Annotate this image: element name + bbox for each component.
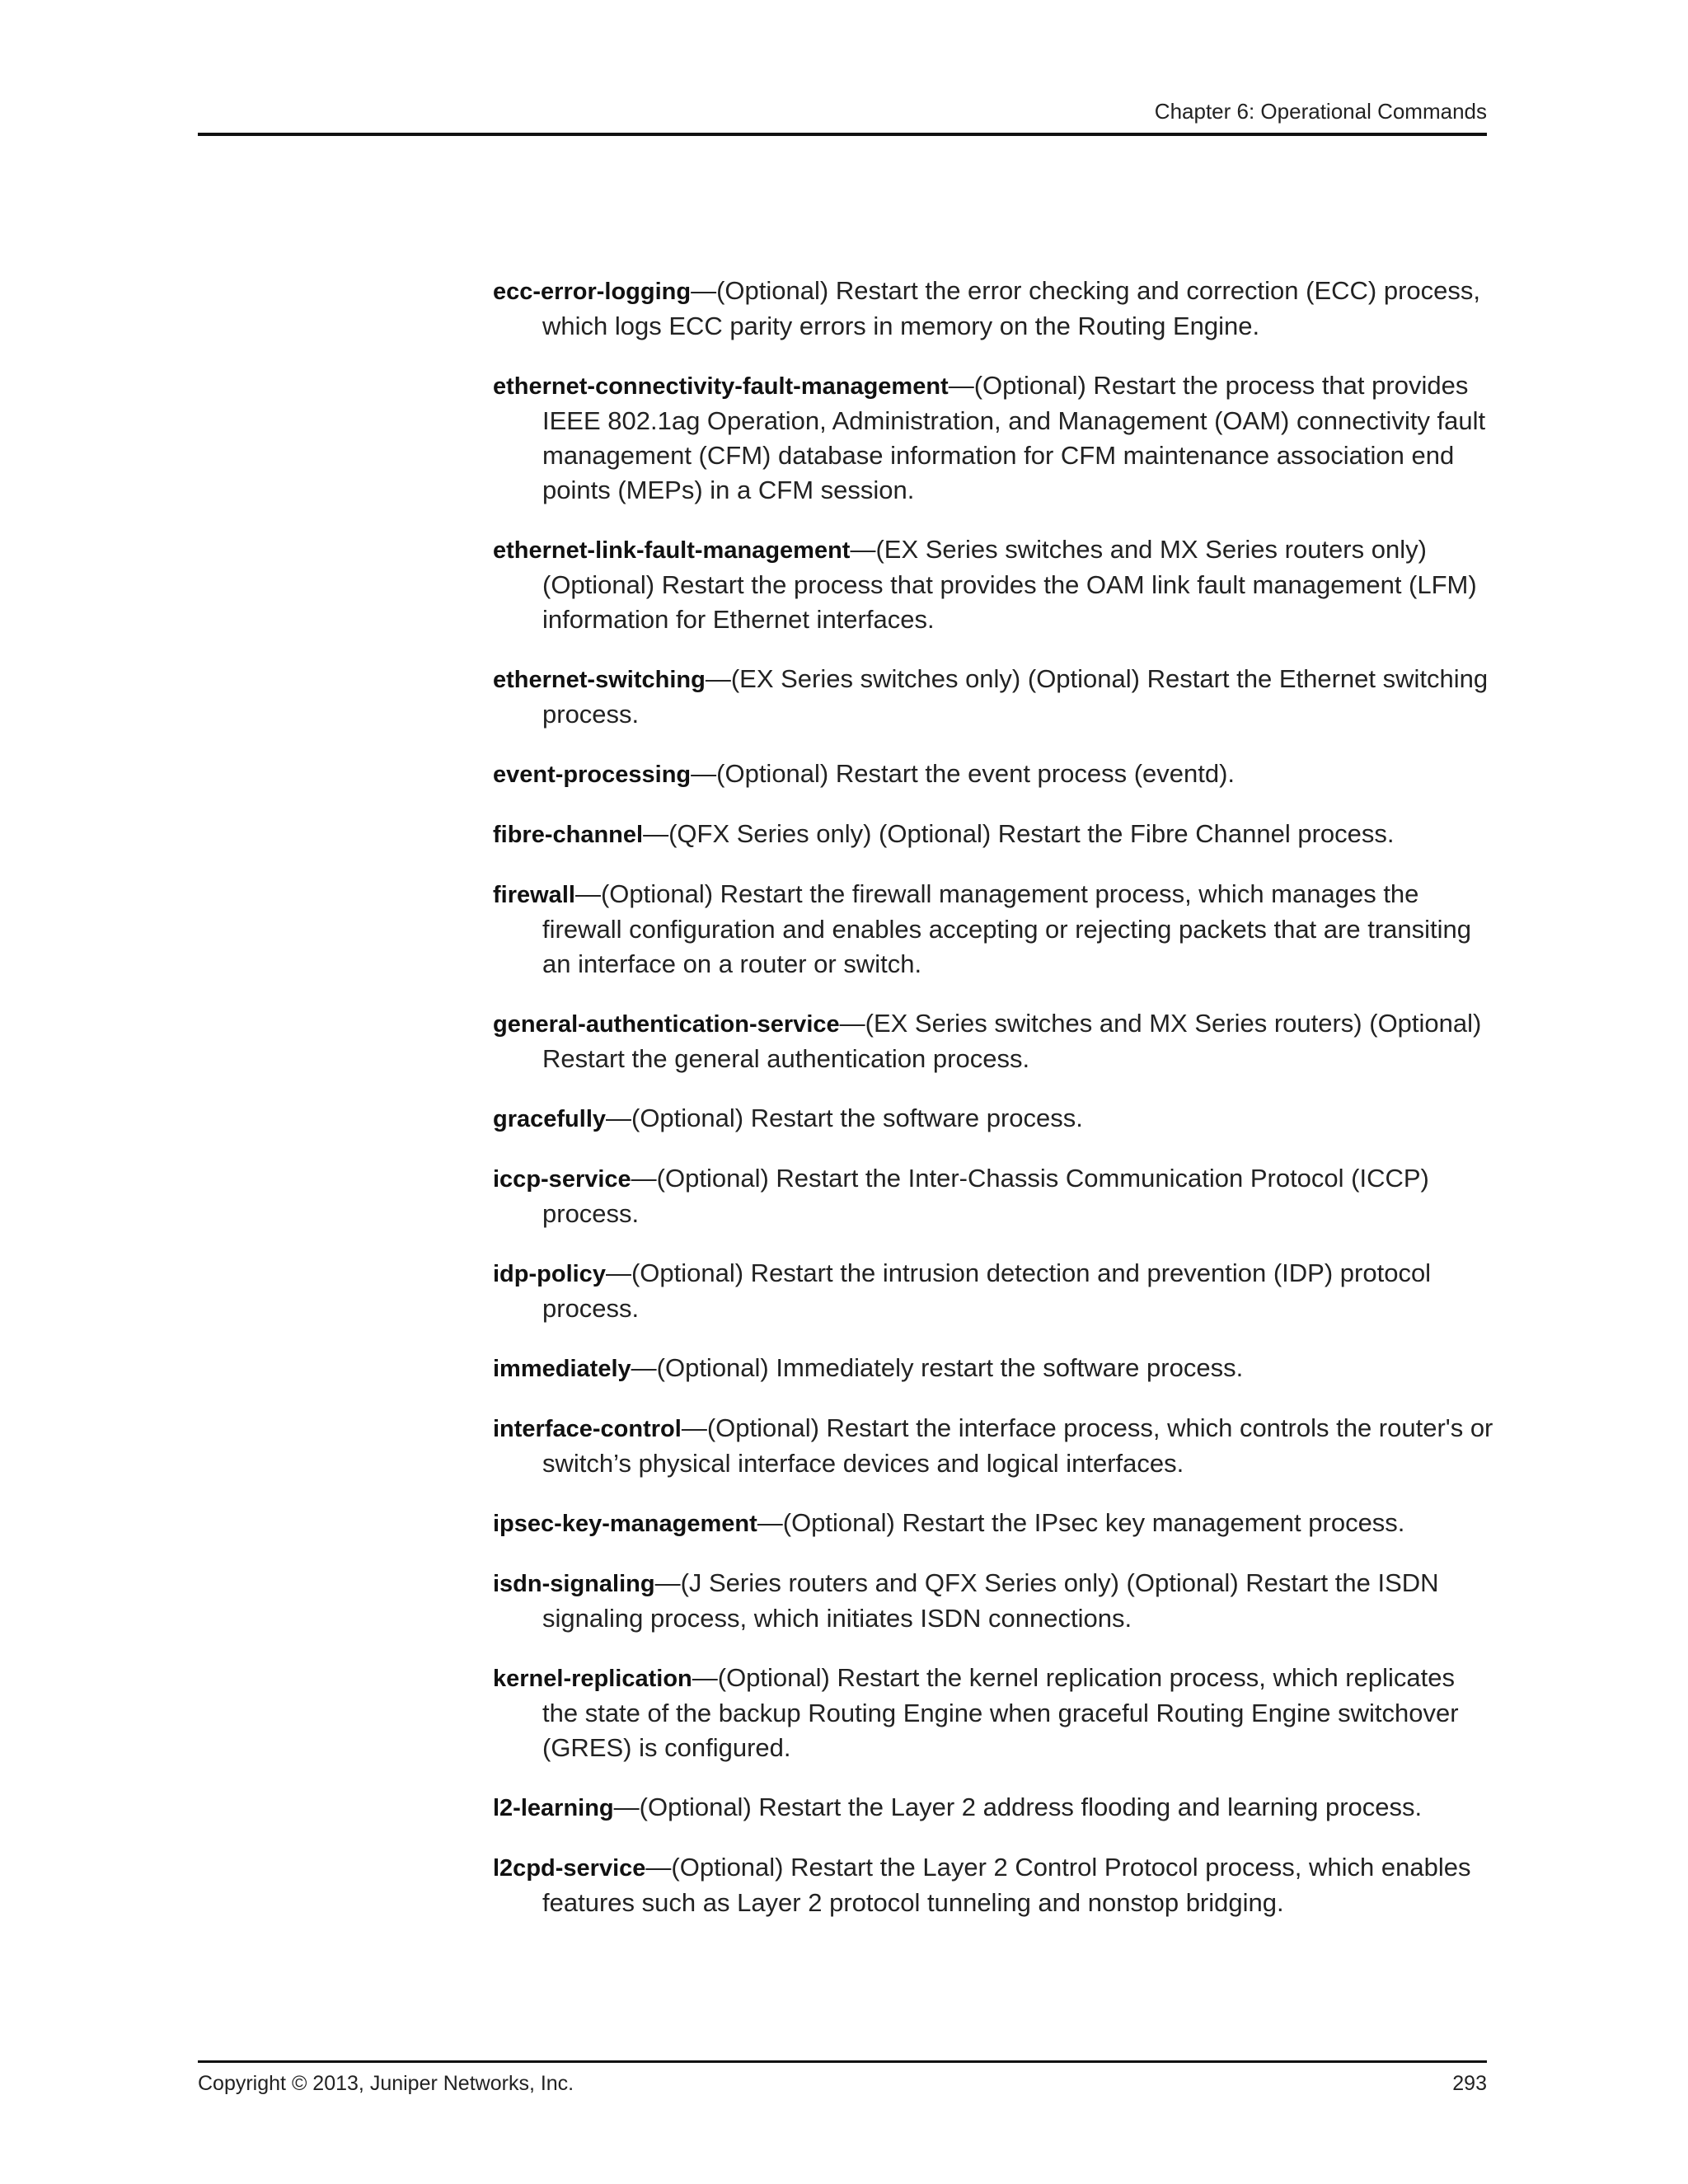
option-description: —(Optional) Restart the software process.	[606, 1104, 1083, 1132]
option-term: firewall	[493, 882, 575, 908]
option-description: —(Optional) Restart the event process (eventd).	[691, 759, 1236, 788]
option-description: —(Optional) Restart the IPsec key management process.	[757, 1508, 1405, 1537]
option-description: —(QFX Series only) (Optional) Restart the Fibre Channel process.	[643, 819, 1395, 848]
option-term: ipsec-key-management	[493, 1511, 757, 1537]
chapter-title: Chapter 6: Operational Commands	[1154, 99, 1487, 124]
page-number: 293	[1452, 2072, 1487, 2095]
option-term: interface-control	[493, 1416, 682, 1442]
option-description: —(Optional) Restart the kernel replication process, which replicates the state of the backup Routing Engine when graceful Routing Engine switchover (GRES) is configured.	[542, 1663, 1459, 1762]
footer-divider	[198, 2060, 1487, 2063]
option-entry	[493, 1790, 1495, 1825]
option-term: ecc-error-logging	[493, 279, 692, 305]
option-term: ethernet-connectivity-fault-management	[493, 373, 949, 400]
page-header	[198, 97, 1487, 137]
option-term: ethernet-link-fault-management	[493, 537, 851, 564]
option-entry	[493, 1351, 1495, 1386]
option-description: —(Optional) Restart the Inter-Chassis Communication Protocol (ICCP) process.	[542, 1164, 1429, 1228]
option-term: idp-policy	[493, 1261, 606, 1287]
option-entry	[493, 368, 1495, 508]
option-entry	[493, 1161, 1495, 1231]
option-term: kernel-replication	[493, 1666, 692, 1692]
option-description: —(Optional) Immediately restart the software process.	[631, 1353, 1244, 1382]
option-description: —(Optional) Restart the intrusion detection and prevention (IDP) protocol process.	[542, 1258, 1432, 1323]
option-entry	[493, 1506, 1495, 1541]
option-entry	[493, 1850, 1495, 1920]
option-term: general-authentication-service	[493, 1011, 840, 1038]
header-divider	[198, 133, 1487, 136]
option-entry	[493, 817, 1495, 852]
option-entry	[493, 1661, 1495, 1765]
copyright-notice: Copyright © 2013, Juniper Networks, Inc.	[198, 2072, 574, 2095]
option-description: —(Optional) Restart the interface process, which controls the router's or switch’s physical interface devices and logical interfaces.	[542, 1413, 1493, 1478]
option-description: —(EX Series switches and MX Series routers only) (Optional) Restart the process that provides the OAM link fault management (LFM) information for Ethernet interfaces.	[542, 535, 1477, 634]
option-term: immediately	[493, 1356, 631, 1382]
option-term: l2cpd-service	[493, 1855, 646, 1882]
option-term: ethernet-switching	[493, 667, 706, 693]
option-entry	[493, 1566, 1495, 1636]
option-description: —(Optional) Restart the Layer 2 address flooding and learning process.	[613, 1793, 1423, 1821]
option-description: —(Optional) Restart the firewall management process, which manages the firewall configuration and enables accepting or rejecting packets that are transiting an interface on a router or switch.	[542, 879, 1471, 978]
option-term: event-processing	[493, 762, 692, 788]
option-term: iccp-service	[493, 1166, 631, 1193]
option-list	[493, 274, 1495, 1945]
option-term: l2-learning	[493, 1795, 614, 1821]
option-description: —(J Series routers and QFX Series only) (Optional) Restart the ISDN signaling process, which initiates ISDN connections.	[542, 1568, 1439, 1633]
option-term: isdn-signaling	[493, 1571, 655, 1597]
option-term: fibre-channel	[493, 822, 644, 848]
option-description: —(Optional) Restart the process that provides IEEE 802.1ag Operation, Administration, and Management (OAM) connectivity fault management (CFM) database information for CFM maintenance association end points (MEPs) in a CFM session.	[542, 371, 1486, 504]
option-entry	[493, 877, 1495, 982]
option-entry	[493, 1411, 1495, 1481]
option-entry	[493, 1256, 1495, 1326]
option-entry	[493, 1101, 1495, 1137]
page-footer	[198, 2060, 1487, 2102]
option-entry	[493, 1006, 1495, 1076]
option-term: gracefully	[493, 1106, 606, 1132]
option-description: —(Optional) Restart the Layer 2 Control Protocol process, which enables features such as Layer 2 protocol tunneling and nonstop bridging.	[542, 1853, 1471, 1917]
option-entry	[493, 662, 1495, 732]
option-entry	[493, 757, 1495, 792]
option-description: —(Optional) Restart the error checking and correction (ECC) process, which logs ECC parity errors in memory on the Routing Engine.	[542, 276, 1481, 340]
option-description: —(EX Series switches only) (Optional) Restart the Ethernet switching process.	[542, 664, 1489, 729]
option-description: —(EX Series switches and MX Series routers) (Optional) Restart the general authentication process.	[542, 1009, 1482, 1073]
option-entry	[493, 532, 1495, 637]
option-entry	[493, 274, 1495, 344]
